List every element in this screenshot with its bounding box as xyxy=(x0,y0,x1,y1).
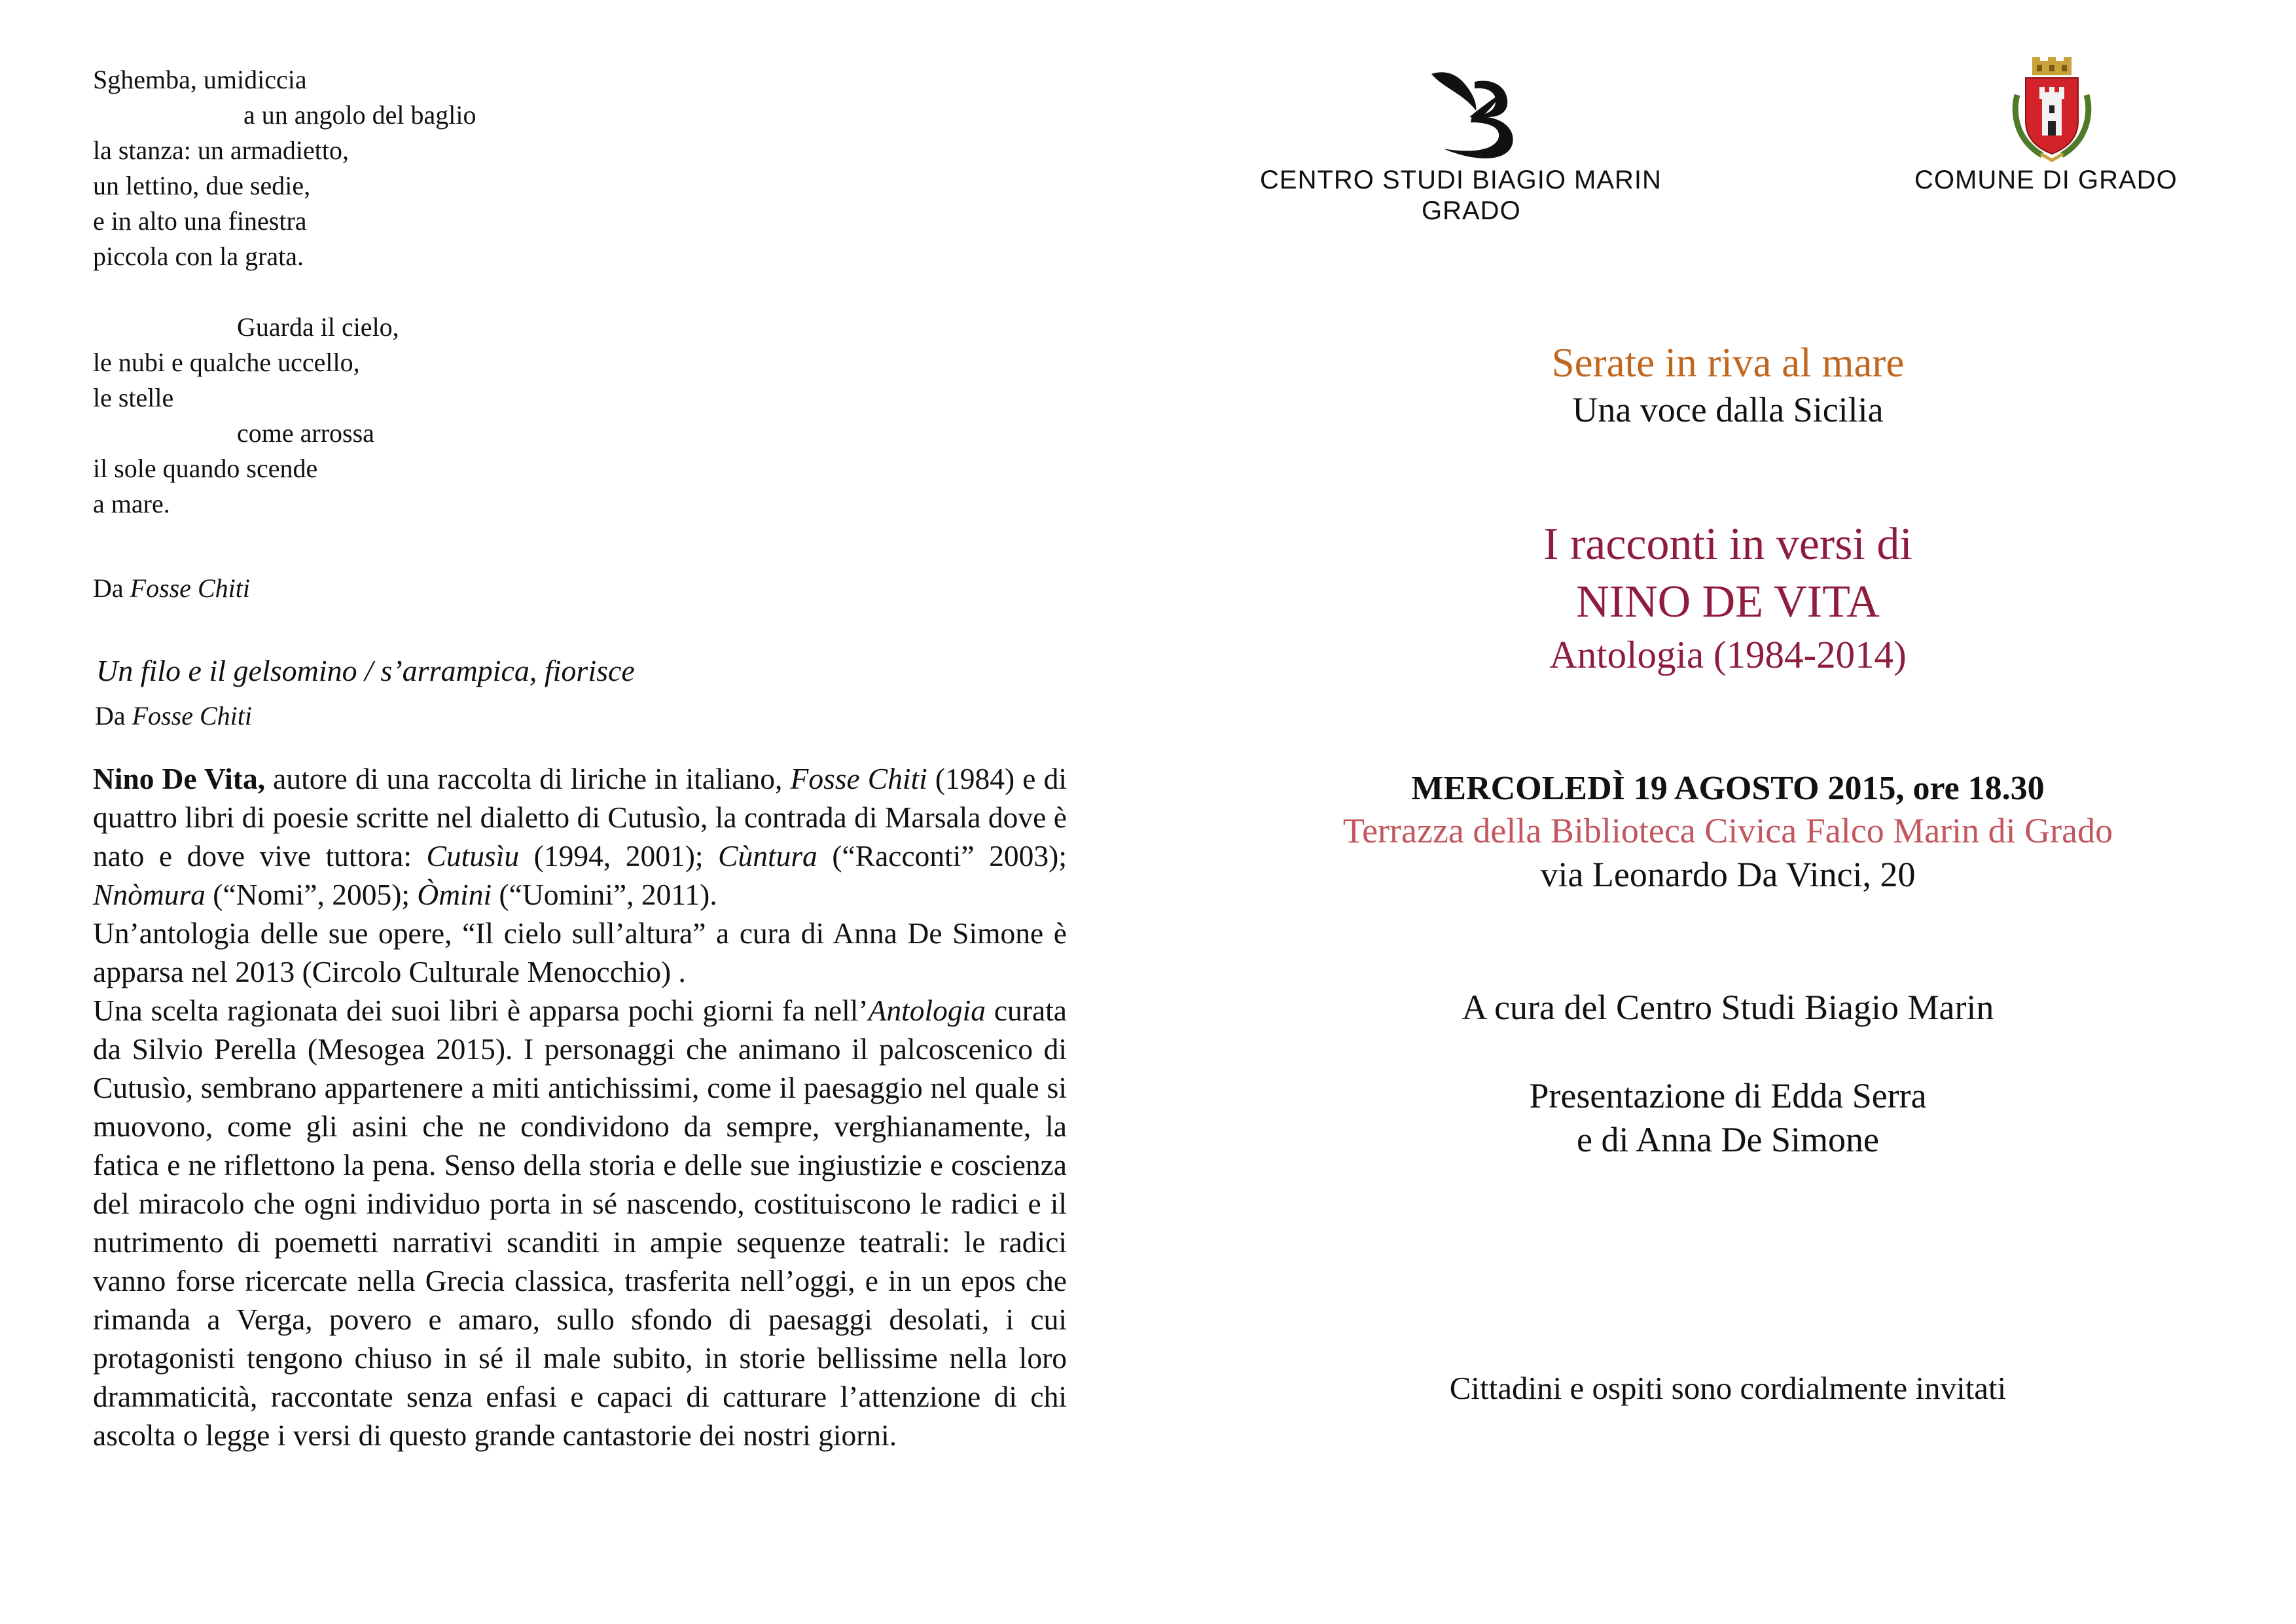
bio-text: autore di una raccolta di liriche in italiano, xyxy=(265,762,791,795)
bio-book-title: Fosse Chiti xyxy=(790,762,927,795)
centro-studi-logo-icon xyxy=(1424,69,1522,160)
poem-line: le stelle xyxy=(93,383,174,412)
bio-text: (“Racconti” 2003); xyxy=(817,839,1067,873)
poem-source-title: Fosse Chiti xyxy=(130,573,250,603)
poem-line: Guarda il cielo, xyxy=(237,312,399,342)
event-title: I racconti in versi di xyxy=(1543,519,1912,569)
poem-line: Sghemba, umidiccia xyxy=(93,65,307,94)
event-presentation-line-1: Presentazione di Edda Serra xyxy=(1529,1076,1927,1115)
quote-text: Un filo e il gelsomino / s’arrampica, fiorisce xyxy=(96,654,635,687)
quote-source xyxy=(95,700,252,731)
event-author: NINO DE VITA xyxy=(1576,577,1880,627)
event-datetime: MERCOLEDÌ 19 AGOSTO 2015, ore 18.30 xyxy=(1411,770,2045,807)
event-curated-by: A cura del Centro Studi Biagio Marin xyxy=(1462,988,1994,1027)
author-biography xyxy=(93,759,1067,1454)
quote-source-prefix: Da xyxy=(95,701,126,731)
event-address: via Leonardo Da Vinci, 20 xyxy=(1540,855,1916,894)
poem-line: e in alto una finestra xyxy=(93,206,307,236)
event-anthology: Antologia (1984-2014) xyxy=(1549,633,1907,676)
bio-text: curata da Silvio Perella (Mesogea 2015). I personaggi che animano il palcoscenico di Cutusìo, sembrano appartenere a miti antichissimi, come il paesaggio nel quale si muovono, come gli asini che ne condividono da sempre, verghianamente, la fatica e ne riflettono la pena. Senso della storia e delle sue ingiustizie e coscienza del miracolo che ogni individuo porta in sé nascendo, costituiscono le radici e il nutrimento di poemetti narrativi scanditi in ampie sequenze teatrali: le radici vanno forse ricercate nella Grecia classica, trasferita nell’oggi, e in un epos che rimanda a Verga, povero e amaro, sullo sfondo di paesaggi desolati, i cui protagonisti tengono chiuso in sé il male subito, in storie bellissime nella loro drammaticità, raccontate senza enfasi e capaci di catturare l’attenzione di chi ascolta o legge i versi di questo grande cantastorie dei nostri giorni. xyxy=(93,994,1067,1452)
quote-source-title: Fosse Chiti xyxy=(132,701,252,731)
bio-book-title: Antologia xyxy=(868,994,986,1027)
org2-name: COMUNE DI GRADO xyxy=(1914,166,2178,194)
event-subtitle: Una voce dalla Sicilia xyxy=(1572,390,1884,429)
bio-text: (“Nomi”, 2005); xyxy=(205,878,418,911)
event-venue: Terrazza della Biblioteca Civica Falco Marin di Grado xyxy=(1342,811,2113,850)
bio-book-title: Cùntura xyxy=(718,839,817,873)
bio-text: (1994, 2001); xyxy=(519,839,719,873)
event-invite: Cittadini e ospiti sono cordialmente invitati xyxy=(1449,1370,2007,1406)
bio-book-title: Nnòmura xyxy=(93,878,206,911)
bio-text: (“Uomini”, 2011). xyxy=(492,878,717,911)
org1-city: GRADO xyxy=(1422,196,1521,225)
org1-name: CENTRO STUDI BIAGIO MARIN xyxy=(1260,166,1662,194)
grado-coat-of-arms-icon xyxy=(2003,56,2101,164)
bio-author-name: Nino De Vita, xyxy=(93,762,266,795)
event-presentation-line-2: e di Anna De Simone xyxy=(1577,1120,1879,1159)
poem-line: come arrossa xyxy=(237,418,374,448)
bio-paragraph-3 xyxy=(93,991,1067,1454)
poem-source xyxy=(93,573,250,604)
bio-paragraph-1 xyxy=(93,759,1067,914)
bio-paragraph-2: Un’antologia delle sue opere, “Il cielo sull’altura” a cura di Anna De Simone è apparsa nel 2013 (Circolo Culturale Menocchio) . xyxy=(93,916,1067,988)
event-series: Serate in riva al mare xyxy=(1551,340,1905,386)
bio-book-title: Òmini xyxy=(417,878,492,911)
poem-line: a un angolo del baglio xyxy=(243,100,476,130)
poem-line: le nubi e qualche uccello, xyxy=(93,348,360,377)
poem-line: la stanza: un armadietto, xyxy=(93,135,349,165)
poem-line: un lettino, due sedie, xyxy=(93,171,311,200)
poem-line: a mare. xyxy=(93,489,170,518)
bio-text: (1984) e di quattro libri di poesie scritte nel dialetto di Cutusìo, la contrada di Marsala dove è nato e dove vive tuttora: xyxy=(93,762,1067,873)
poem-source-prefix: Da xyxy=(93,573,124,603)
bio-text: Una scelta ragionata dei suoi libri è apparsa pochi giorni fa nell’ xyxy=(93,994,869,1027)
poem-line: il sole quando scende xyxy=(93,454,318,483)
poem-line: piccola con la grata. xyxy=(93,242,304,271)
bio-book-title: Cutusìu xyxy=(426,839,520,873)
